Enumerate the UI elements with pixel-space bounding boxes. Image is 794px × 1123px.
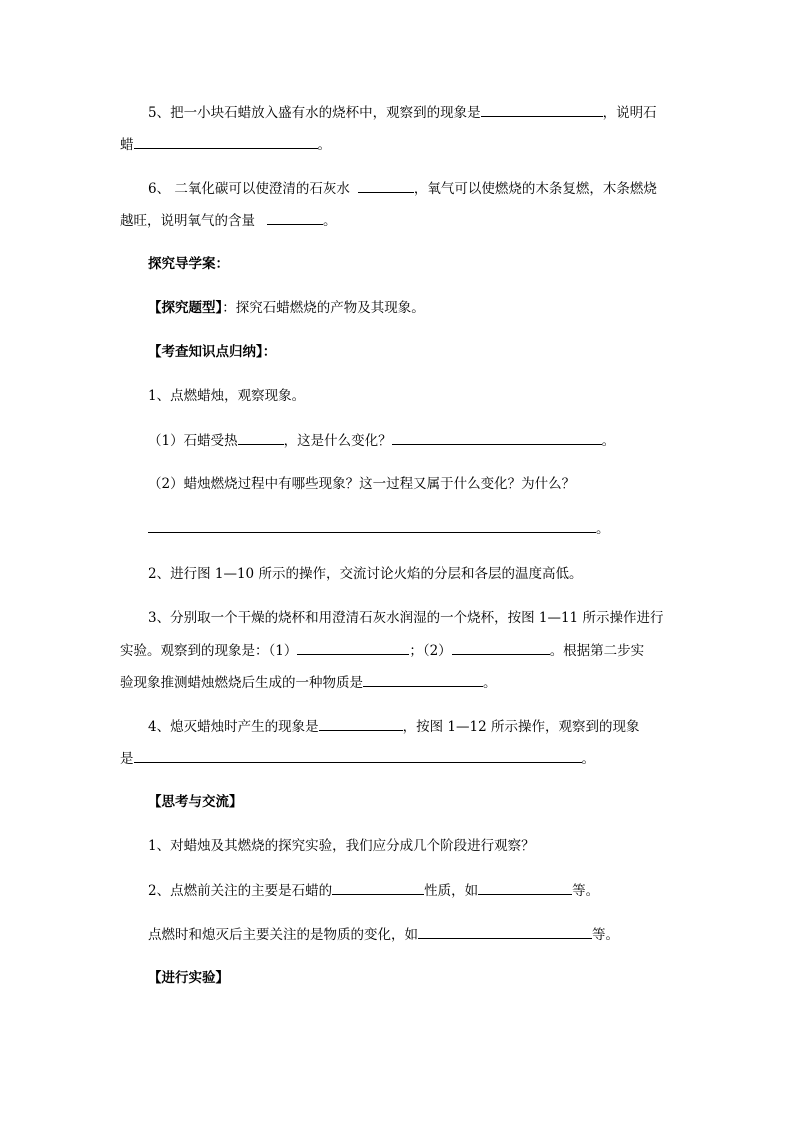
guide-title: 探究导学案： xyxy=(148,256,229,272)
t2-blank-2[interactable] xyxy=(478,880,572,895)
t1-line: 1、对蜡烛及其燃烧的探究实验，我们应分成几个阶段进行观察？ xyxy=(148,838,535,854)
k1-blank-1[interactable] xyxy=(238,430,284,445)
topic-text: ：探究石蜡燃烧的产物及其现象。 xyxy=(222,300,425,316)
q6-line2: 越旺，说明氧气的含量 。 xyxy=(120,210,337,230)
k3-blank-3[interactable] xyxy=(363,672,483,687)
k4-line2: 是 。 xyxy=(120,748,595,768)
k1-blank-2[interactable] xyxy=(392,430,602,445)
topic-line xyxy=(148,298,425,318)
t3-blank[interactable] xyxy=(418,924,592,939)
q6-blank-2[interactable] xyxy=(267,210,323,225)
q6-blank-1[interactable] xyxy=(358,178,414,193)
k4-blank-1[interactable] xyxy=(319,716,403,731)
think-title: 【思考与交流】 xyxy=(148,794,243,810)
k3-line2: 实验。观察到的现象是：（1） ；（2） 。根据第二步实 xyxy=(120,640,644,660)
k1-title: 1、点燃蜡烛，观察现象。 xyxy=(148,388,306,404)
k4-blank-2[interactable] xyxy=(134,748,582,763)
k2-line: 2、进行图 1—10 所示的操作，交流讨论火焰的分层和各层的温度高低。 xyxy=(148,566,583,582)
k3-blank-1[interactable] xyxy=(297,640,409,655)
k1-sub2-answer: 。 xyxy=(148,518,610,538)
q5-line1: 5、把一小块石蜡放入盛有水的烧杯中，观察到的现象是 ，说明石 xyxy=(148,102,657,122)
k3-line1: 3、分别取一个干燥的烧杯和用澄清石灰水润湿的一个烧杯，按图 1—11 所示操作进行 xyxy=(148,610,664,626)
k4-line1: 4、熄灭蜡烛时产生的现象是 ，按图 1—12 所示操作，观察到的现象 xyxy=(148,716,639,736)
t2-line: 2、点燃前关注的主要是石蜡的 性质，如 等。 xyxy=(148,880,599,900)
knowledge-title: 【考查知识点归纳】： xyxy=(148,344,277,360)
k3-blank-2[interactable] xyxy=(452,640,550,655)
experiment-title: 【进行实验】 xyxy=(148,970,229,986)
q5-blank-2[interactable] xyxy=(134,134,318,149)
t3-line: 点燃时和熄灭后主要关注的是物质的变化，如 等。 xyxy=(148,924,619,944)
k1-blank-3[interactable] xyxy=(148,518,596,533)
k1-sub1: （1）石蜡受热 ，这是什么变化？ 。 xyxy=(148,430,615,450)
k1-sub2: （2）蜡烛燃烧过程中有哪些现象？这一过程又属于什么变化？为什么？ xyxy=(148,476,576,492)
topic-label: 【探究题型】 xyxy=(148,300,223,316)
k3-line3: 验现象推测蜡烛燃烧后生成的一种物质是 。 xyxy=(120,672,497,692)
q5-line2: 蜡 。 xyxy=(120,134,331,154)
q5-blank-1[interactable] xyxy=(481,102,603,117)
q6-line1: 6、 二氧化碳可以使澄清的石灰水 ，氧气可以使燃烧的木条复燃，木条燃烧 xyxy=(148,178,657,198)
t2-blank-1[interactable] xyxy=(332,880,424,895)
